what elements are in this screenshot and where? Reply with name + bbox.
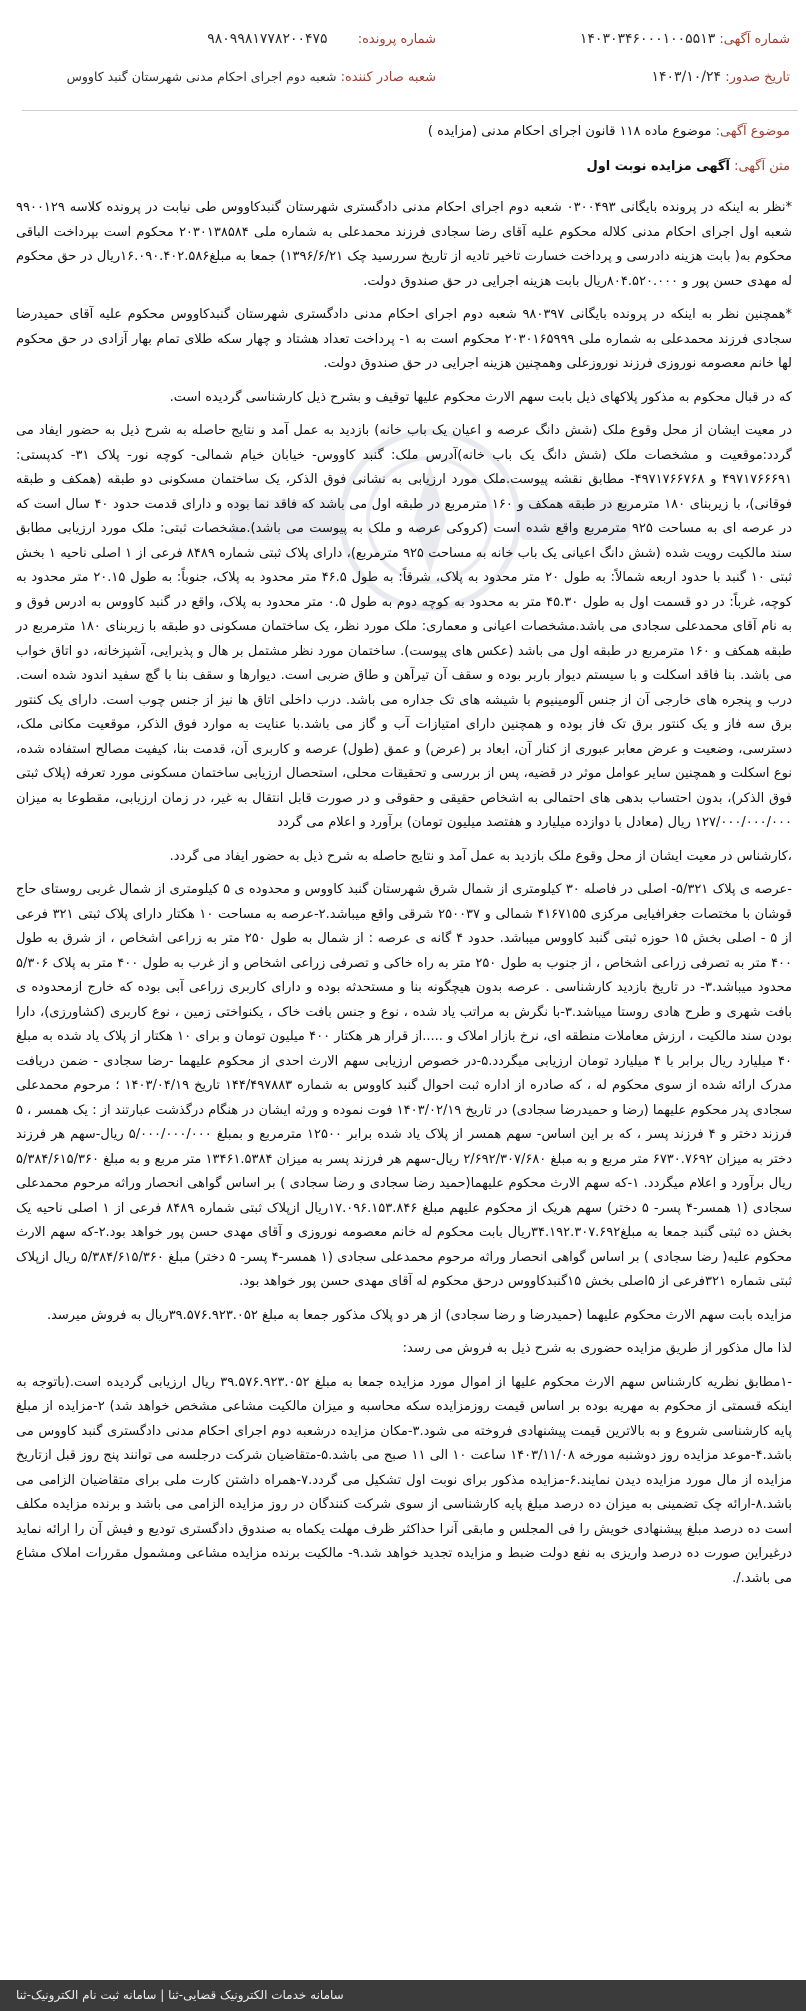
- paragraph-5: ،کارشناس در معیت ایشان از محل وقوع ملک بازدید به عمل آمد و نتایج حاصله به شرح ذیل به حضور ایفاد می گردد.: [169, 848, 792, 864]
- notice-number-label: شماره آگهی:: [719, 32, 790, 47]
- case-number: ۹۸۰۹۹۸۱۷۷۸۲۰۰۴۷۵: [207, 31, 328, 47]
- issuer-label: شعبه صادر کننده:: [340, 70, 436, 85]
- case-number-row: [207, 30, 436, 49]
- issue-date-label: تاریخ صدور:: [725, 70, 790, 85]
- issue-date: ۱۴۰۳/۱۰/۲۴: [651, 69, 722, 85]
- subject-value: موضوع ماده ۱۱۸ قانون اجرای احکام مدنی (مزایده ): [427, 124, 712, 139]
- paragraph-2: *همچنین نظر به اینکه در پرونده بایگانی ۹۸۰۳۹۷ شعبه دوم اجرای احکام مدنی دادگستری شهرستان گنبدکاووس محکوم علیه آقای حمیدرضا سجادی فرزند محمدعلی به شماره ملی ۲۰۳۰۱۶۵۹۹۹ محکوم است به ۱- پرداخت تعداد هشتاد و چهار سکه طلای تمام بهار آزادی در حق محکوم لها خانم معصومه نوروزی فرزند نوروزعلی وهمچنین هزینه اجرایی در حق صندوق دولت.: [16, 307, 792, 371]
- text-label: متن آگهی:: [734, 159, 790, 174]
- issue-date-row: [651, 68, 790, 87]
- paragraph-9: -۱مطابق نظریه کارشناس سهم الارث محکوم علیها از اموال مورد مزایده جمعا به مبلغ ۳۹.۵۷۶.۹۲۳.۰۵۲ ریال ارزیابی گردیده است.(باتوجه به اینکه قسمتی از محکوم به مهریه بوده بر اساس قیمت روزمزایده سکه محاسبه و میزان مالکیت مشاعی مشخص خواهد شد) ۲-مزایده از مبلغ پایه کارشناسی شروع و به بالاترین قیمت پیشنهادی فروخته می شود.۳-مکان مزایده درشعبه دوم اجرای احکام مدنی دادگستری گنبد کاووس می باشد.۴-موعد مزایده روز دوشنبه مورخه ۱۴۰۳/۱۱/۰۸ ساعت ۱۰ الی ۱۱ صبح می باشد.۵-متقاضیان شرکت درجلسه می توانند پنج روز قبل ازتاریخ مزایده از مال مورد مزایده دیدن نمایند.۶-مزایده مذکور برای نوبت اول تشکیل می گردد.۷-همراه داشتن کارت ملی برای متقاضیان الزامی می باشد.۸-ارائه چک تضمینی به میزان ده درصد مبلغ پایه کارشناسی از سوی شرکت کنندگان در روز مزایده الزامی می باشد و برنده مزایده مکلف است ده درصد مبلغ پیشنهادی خویش را فی المجلس و مابقی آنرا حداکثر ظرف مهلت یکماه به صندوق دادگستری تودیع و فیش آن را ارائه نماید درغیراین صورت ده درصد واریزی به نفع دولت ضبط و مزایده تجدید خواهد شد.۹- مالکیت برنده مزایده مشاعی ومشمول مقررات املاک مشاع می باشد./.: [16, 1374, 793, 1586]
- issuer-row: [67, 68, 436, 87]
- paragraph-4: در معیت ایشان از محل وقوع ملک (شش دانگ عرصه و اعیان یک باب خانه) بازدید به عمل آمد و نتایج حاصله به شرح ذیل به حضور ایفاد می گردد:موقعیت و مشخصات ملک (شش دانگ یک باب خانه)آدرس ملک: گنبد کاووس- خیابان خیام شمالی- کوچه نور- پلاک ۳۱- کدپستی: ۴۹۷۱۷۶۶۶۹۱ و ۴۹۷۱۷۶۶۷۶۸- مطابق نقشه پیوست.ملک مورد ارزیابی به نشانی فوق الذکر، یک ساختمان مسکونی دو طبقه (همکف و طبقه فوقانی)، با زیربنای ۱۸۰ مترمربع در طبقه همکف و ۱۶۰ مترمربع در طبقه اول می باشد که فاقد نما بوده و دارای قدمت حدود ۴۰ سال است که در عرصه ای به مساحت ۹۲۵ مترمربع واقع شده است (کروکی عرصه و ملک به پیوست می باشد).مشخصات ثبتی: ملک مورد ارزیابی مطابق سند مالکیت رویت شده (شش دانگ اعیانی یک باب خانه به مساحت ۹۲۵ مترمربع)، دارای پلاک ثبتی شماره ۸۴۸۹ فرعی از ۱ اصلی ناحیه ۱ بخش ثبتی ۱۰ گنبد با حدود اربعه شمالاً: به طول ۲۰ متر محدود به پلاک، شرقاً: به طول ۴۶.۵ متر محدود به پلاک، جنوباً: به طول ۲۰.۱۵ متر محدود به کوچه، غرباً: در دو قسمت اول به طول ۴۵.۳۰ متر به محدود به کوچه دوم به طول ۰.۵ متر محدود به پلاک، واقع در گنبد کاووس به ادرس فوق و به نام آقای محمدعلی سجادی می باشد.مشخصات اعیانی و معماری: ملک مورد نظر، یک ساختمان مسکونی دو طبقه با زیربنای ۱۸۰ مترمربع در طبقه همکف و ۱۶۰ مترمربع در طبقه اول می باشد (عکس های پیوست). ساختمان مورد نظر مشتمل بر هال و پذیرایی، آشپزخانه، دو اتاق خواب می باشد. بنا فاقد اسکلت و با سیستم دیوار باربر بوده و سقف آن تیرآهن و طاق ضربی است. دیوارها و سقف بنا با گچ سفید اندود شده است. درب و پنجره های خارجی آن از جنس آلومینیوم با شیشه های تک جداره می باشد. درب داخلی اتاق ها نیز از جنس چوب است. دارای یک کنتور برق سه فاز و یک کنتور برق تک فاز بوده و همچنین دارای امتیازات آب و گاز می باشد.با عنایت به موارد فوق الذکر، موقعیت مکانی ملک، دسترسی، وضعیت و عرض معابر عبوری از کنار آن، ابعاد بر (عرض) و عمق (طول) عرصه و کاربری آن، قدمت بنا، کیفیت مصالح استفاده شده، نوع اسکلت و همچنین سایر عوامل موثر در قضیه، پس از بررسی و تحقیقات محلی، استحصال ارزیابی ساختمان مسکونی مورد تعرفه (پلاک ثبتی فوق الذکر)، بدون احتساب بدهی های احتمالی به اشخاص حقیقی و حقوقی و در صورت قابل انتقال به غیر، در زمان ارزیابی، مقطوعا به میزان ۱۲۷/۰۰۰/۰۰۰/۰۰۰ ریال (معادل با دوازده میلیارد و هفتصد میلیون تومان) برآورد و اعلام می گردد: [16, 423, 793, 830]
- footer-bar: [0, 1980, 806, 2011]
- notice-number-row: [580, 30, 790, 49]
- subject-label: موضوع آگهی:: [715, 124, 790, 139]
- issuer: شعبه دوم اجرای احکام مدنی شهرستان گنبد کاووس: [66, 69, 337, 84]
- header-divider: [22, 110, 798, 111]
- notice-heading: آگهی مزایده نوبت اول: [586, 159, 730, 174]
- paragraph-8: لذا مال مذکور از طریق مزایده حضوری به شرح ذیل به فروش می رسد:: [402, 1341, 792, 1356]
- notice-body: [16, 196, 792, 1600]
- case-number-label: شماره پرونده:: [357, 32, 436, 47]
- paragraph-6: -عرصه ی پلاک ۵/۳۲۱- اصلی در فاصله ۳۰ کیلومتری از شمال شرق شهرستان گنبد کاووس و محدوده ی ۵ کیلومتری از شمال غربی روستای حاج قوشان با مختصات جغرافیایی مرکزی ۴۱۶۷۱۵۵ شمالی و ۲۵۰۰۳۷ شرقی واقع میباشد.۲-عرصه به مساحت ۱۰ هکتار دارای پلاک ثبتی ۳۲۱ فرعی از ۵ - اصلی بخش ۱۵ حوزه ثبتی گنبد کاووس میباشد. حدود ۴ گانه ی عرصه : از شمال به طول ۲۵۰ متر به زراعی اشخاص ، از شرق به طول ۴۰۰ متر به تصرفی زراعی اشخاص ، از جنوب به طول ۲۵۰ متر به راه خاکی و تصرفی زراعی اشخاص و از غرب به طول ۴۰۰ متر به پلاک ۵/۳۰۶ محدود میباشد.۳- در تاریخ بازدید کارشناسی . عرصه بدون هیچگونه بنا و مستحدثه بوده و دارای کاربری زراعی آبی بوده که خارج ازمحدوده ی بافت شهری و طرح هادی روستا میباشد.۳-با نگرش به مراتب یاد شده ، نوع و جنس بافت خاک ، یکنواختی زمین ، نوع کاربری (کشاورزی)، دارا بودن سند مالکیت ، ارزش معاملات منطقه ای، نرخ بازار املاک و .....از قرار هر هکتار ۴۰۰ میلیون تومان و برای ۱۰ هکتار از پلاک یاد شده به مبلغ ۴۰ میلیارد ریال برابر با ۴ میلیارد تومان ارزیابی میگردد.۵-در خصوص ارزیابی سهم الارث احدی از محکوم علیهما -رضا سجادی - ضمن دریافت مدرک ارائه شده از سوی محکوم له ، که صادره از اداره ثبت احوال گنبد کاووس به شماره ۱۴۴/۴۹۷۸۸۳ تاریخ ۱۴۰۳/۰۴/۱۹ ؛ مرحوم محمدعلی سجادی پدر محکوم علیهما (رضا و حمیدرضا سجادی) در تاریخ ۱۴۰۳/۰۲/۱۹ فوت نموده و ورثه ایشان در هنگام درگذشت عبارتند از : یک همسر ، ۵ فرزند دختر و ۴ فرزند پسر ، که بر این اساس- سهم همسر از پلاک یاد شده برابر ۱۲۵۰۰ مترمربع و بمبلغ ۵/۰۰۰/۰۰۰/۰۰۰ ریال-سهم هر فرزند دختر به میزان ۶۷۳۰.۷۶۹۲ متر مربع و به مبلغ ۲/۶۹۲/۳۰۷/۶۸۰ ریال-سهم هر فرزند پسر به میزان ۱۳۴۶۱.۵۳۸۴ متر مربع و به مبلغ ۵/۳۸۴/۶۱۵/۳۶۰ ریال برآورد و اعلام میگردد. ۱-که سهم الارث محکوم علیهما(حمید رضا سجادی و رضا سجادی ) بر اساس گواهی انحصار وراثه مرحوم محمدعلی سجادی (۱ همسر-۴ پسر- ۵ دختر) سهم هریک از محکوم علیهم مبلغ ۱۷.۰۹۶.۱۵۳.۸۴۶ریال ازپلاک ثبتی شماره ۸۴۸۹ فرعی از ۱ اصلی ناحیه یک بخش ده ثبتی گنبد جمعا به مبلغ۳۴.۱۹۲.۳۰۷.۶۹۲ریال بابت محکوم له خانم معصومه نوروزی و آقای مهدی حسن پور خواهد بود.۲-که سهم الارث محکوم علیه( رضا سجادی ) بر اساس گواهی انحصار وراثه مرحوم محمدعلی سجادی (۱ همسر-۴ پسر- ۵ دختر) مبلغ ۵/۳۸۴/۶۱۵/۳۶۰ ریال ازپلاک ثبتی شماره ۳۲۱فرعی از ۵اصلی بخش ۱۵گنبدکاووس درحق محکوم له آقای مهدی حسن پور خواهد بود.: [16, 882, 793, 1289]
- paragraph-7: مزایده بابت سهم الارث محکوم علیهما (حمیدرضا و رضا سجادی) از هر دو پلاک مذکور جمعا به مبلغ ۳۹.۵۷۶.۹۲۳.۰۵۲ریال به فروش میرسد.: [46, 1307, 792, 1323]
- paragraph-1: *نظر به اینکه در پرونده بایگانی ۰۳۰۰۴۹۳ شعبه دوم اجرای احکام مدنی دادگستری شهرستان گنبدکاووس طی نیابت در پرونده کلاسه ۹۹۰۰۱۲۹ شعبه اول اجرای احکام مدنی کلاله محکوم علیه آقای رضا سجادی فرزند محمدعلی به شماره ملی ۲۰۳۰۱۳۸۵۸۴ محکوم است بپرداخت الباقی محکوم به( بابت هزینه دادرسی و پرداخت خسارت تاخیر تادیه از تاریخ سررسید چک ۱۳۹۶/۶/۲۱) جمعا به مبلغ۱۶.۰۹۰.۴۰۲.۵۸۶ریال در حق محکوم له مهدی حسن پور و ۸۰۴.۵۲۰.۰۰۰ریال بابت هزینه اجرایی در حق صندوق دولت.: [16, 200, 792, 289]
- paragraph-3: که در قبال محکوم به مذکور پلاکهای ذیل بابت سهم الارث محکوم علیها توقیف و بشرح ذیل کارشناسی گردیده است.: [169, 389, 792, 405]
- notice-number: ۱۴۰۳۰۳۴۶۰۰۰۱۰۰۵۵۱۳: [579, 31, 716, 47]
- footer-links[interactable]: سامانه خدمات الکترونیک قضایی-ثنا | سامانه ثبت نام الکترونیک-ثنا: [16, 1988, 344, 2002]
- subject-row: [428, 123, 790, 141]
- text-label-row: [586, 158, 790, 176]
